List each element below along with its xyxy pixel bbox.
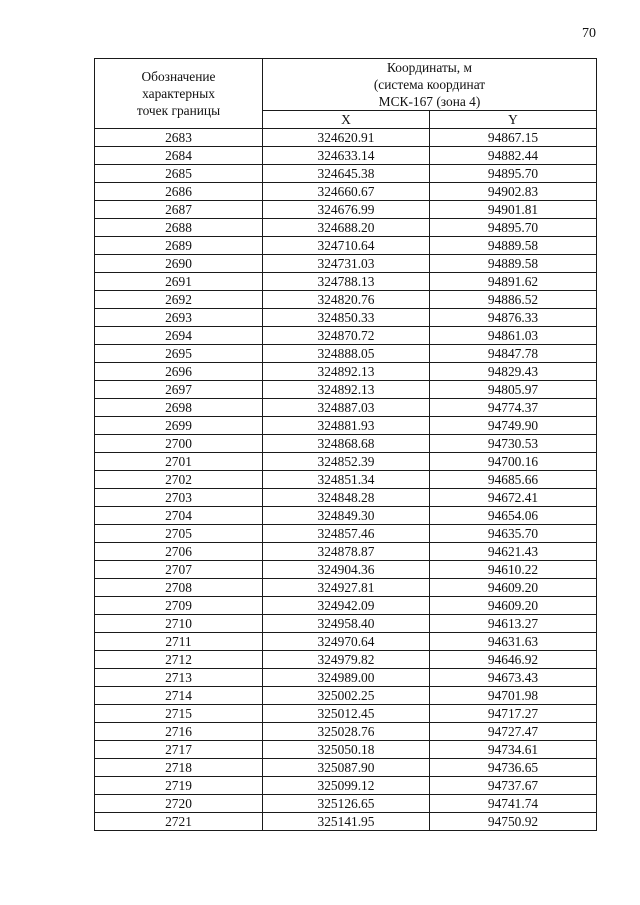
point-cell: 2716 xyxy=(95,723,263,741)
point-cell: 2701 xyxy=(95,453,263,471)
table-row xyxy=(95,579,597,597)
point-cell: 2717 xyxy=(95,741,263,759)
y-coordinate-cell: 94609.20 xyxy=(430,579,597,597)
table-row xyxy=(95,777,597,795)
y-coordinate-cell: 94847.78 xyxy=(430,345,597,363)
x-coordinate-cell: 324850.33 xyxy=(263,309,430,327)
table-row xyxy=(95,471,597,489)
table-row xyxy=(95,633,597,651)
x-coordinate-cell: 325012.45 xyxy=(263,705,430,723)
x-coordinate-cell: 324645.38 xyxy=(263,165,430,183)
y-coordinate-cell: 94685.66 xyxy=(430,471,597,489)
y-coordinate-cell: 94717.27 xyxy=(430,705,597,723)
table-row xyxy=(95,291,597,309)
x-coordinate-cell: 325087.90 xyxy=(263,759,430,777)
point-cell: 2689 xyxy=(95,237,263,255)
table-row xyxy=(95,741,597,759)
table-body xyxy=(95,129,597,831)
table-row xyxy=(95,651,597,669)
x-coordinate-cell: 324892.13 xyxy=(263,363,430,381)
x-coordinate-cell: 324958.40 xyxy=(263,615,430,633)
table-row xyxy=(95,237,597,255)
y-coordinate-cell: 94646.92 xyxy=(430,651,597,669)
table-row xyxy=(95,687,597,705)
x-coordinate-cell: 324979.82 xyxy=(263,651,430,669)
y-coordinate-cell: 94886.52 xyxy=(430,291,597,309)
x-coordinate-cell: 324857.46 xyxy=(263,525,430,543)
table-header xyxy=(95,59,597,129)
y-column-header: Y xyxy=(430,111,597,129)
table-row xyxy=(95,525,597,543)
point-cell: 2699 xyxy=(95,417,263,435)
y-coordinate-cell: 94895.70 xyxy=(430,165,597,183)
table-row xyxy=(95,813,597,831)
y-coordinate-cell: 94631.63 xyxy=(430,633,597,651)
y-coordinate-cell: 94829.43 xyxy=(430,363,597,381)
point-cell: 2709 xyxy=(95,597,263,615)
point-cell: 2694 xyxy=(95,327,263,345)
x-coordinate-cell: 324788.13 xyxy=(263,273,430,291)
x-coordinate-cell: 324688.20 xyxy=(263,219,430,237)
table-row xyxy=(95,489,597,507)
table-row xyxy=(95,705,597,723)
point-cell: 2703 xyxy=(95,489,263,507)
point-cell: 2683 xyxy=(95,129,263,147)
y-coordinate-cell: 94610.22 xyxy=(430,561,597,579)
point-cell: 2687 xyxy=(95,201,263,219)
y-coordinate-cell: 94613.27 xyxy=(430,615,597,633)
point-cell: 2710 xyxy=(95,615,263,633)
point-cell: 2718 xyxy=(95,759,263,777)
y-coordinate-cell: 94734.61 xyxy=(430,741,597,759)
point-cell: 2715 xyxy=(95,705,263,723)
y-coordinate-cell: 94672.41 xyxy=(430,489,597,507)
point-cell: 2708 xyxy=(95,579,263,597)
point-cell: 2690 xyxy=(95,255,263,273)
point-cell: 2713 xyxy=(95,669,263,687)
x-coordinate-cell: 324620.91 xyxy=(263,129,430,147)
y-coordinate-cell: 94876.33 xyxy=(430,309,597,327)
y-coordinate-cell: 94750.92 xyxy=(430,813,597,831)
y-coordinate-cell: 94882.44 xyxy=(430,147,597,165)
y-coordinate-cell: 94902.83 xyxy=(430,183,597,201)
x-coordinate-cell: 324927.81 xyxy=(263,579,430,597)
x-coordinate-cell: 324887.03 xyxy=(263,399,430,417)
table-row xyxy=(95,615,597,633)
x-coordinate-cell: 324820.76 xyxy=(263,291,430,309)
y-coordinate-cell: 94635.70 xyxy=(430,525,597,543)
point-cell: 2691 xyxy=(95,273,263,291)
point-cell: 2720 xyxy=(95,795,263,813)
x-column-header: X xyxy=(263,111,430,129)
x-coordinate-cell: 324989.00 xyxy=(263,669,430,687)
point-cell: 2705 xyxy=(95,525,263,543)
table-row xyxy=(95,543,597,561)
point-cell: 2692 xyxy=(95,291,263,309)
y-coordinate-cell: 94736.65 xyxy=(430,759,597,777)
y-coordinate-cell: 94654.06 xyxy=(430,507,597,525)
table-row xyxy=(95,435,597,453)
x-coordinate-cell: 324870.72 xyxy=(263,327,430,345)
y-coordinate-cell: 94867.15 xyxy=(430,129,597,147)
x-coordinate-cell: 324888.05 xyxy=(263,345,430,363)
x-coordinate-cell: 324852.39 xyxy=(263,453,430,471)
x-coordinate-cell: 324942.09 xyxy=(263,597,430,615)
table-row xyxy=(95,795,597,813)
point-cell: 2721 xyxy=(95,813,263,831)
page-number: 70 xyxy=(582,26,596,41)
point-cell: 2707 xyxy=(95,561,263,579)
x-coordinate-cell: 325126.65 xyxy=(263,795,430,813)
table-row xyxy=(95,759,597,777)
x-coordinate-cell: 324633.14 xyxy=(263,147,430,165)
x-coordinate-cell: 325141.95 xyxy=(263,813,430,831)
y-coordinate-cell: 94673.43 xyxy=(430,669,597,687)
y-coordinate-cell: 94727.47 xyxy=(430,723,597,741)
point-cell: 2714 xyxy=(95,687,263,705)
point-cell: 2706 xyxy=(95,543,263,561)
coordinates-group-header: Координаты, м (система координат МСК-167 (зона 4) xyxy=(263,59,597,111)
x-coordinate-cell: 325050.18 xyxy=(263,741,430,759)
y-coordinate-cell: 94895.70 xyxy=(430,219,597,237)
x-coordinate-cell: 325002.25 xyxy=(263,687,430,705)
y-coordinate-cell: 94609.20 xyxy=(430,597,597,615)
table-row xyxy=(95,561,597,579)
table-row xyxy=(95,399,597,417)
point-cell: 2702 xyxy=(95,471,263,489)
y-coordinate-cell: 94861.03 xyxy=(430,327,597,345)
y-coordinate-cell: 94741.74 xyxy=(430,795,597,813)
table-row xyxy=(95,183,597,201)
table-row xyxy=(95,219,597,237)
point-cell: 2686 xyxy=(95,183,263,201)
y-coordinate-cell: 94901.81 xyxy=(430,201,597,219)
point-cell: 2695 xyxy=(95,345,263,363)
x-coordinate-cell: 324851.34 xyxy=(263,471,430,489)
table-row xyxy=(95,417,597,435)
table-row xyxy=(95,255,597,273)
x-coordinate-cell: 324848.28 xyxy=(263,489,430,507)
table-row xyxy=(95,345,597,363)
table-row xyxy=(95,165,597,183)
x-coordinate-cell: 324710.64 xyxy=(263,237,430,255)
x-coordinate-cell: 324878.87 xyxy=(263,543,430,561)
x-coordinate-cell: 324892.13 xyxy=(263,381,430,399)
table-row xyxy=(95,669,597,687)
point-cell: 2684 xyxy=(95,147,263,165)
point-cell: 2697 xyxy=(95,381,263,399)
point-cell: 2700 xyxy=(95,435,263,453)
point-column-header: Обозначение характерных точек границы xyxy=(95,59,263,129)
point-cell: 2711 xyxy=(95,633,263,651)
coordinates-table xyxy=(94,58,597,831)
y-coordinate-cell: 94891.62 xyxy=(430,273,597,291)
y-coordinate-cell: 94805.97 xyxy=(430,381,597,399)
point-cell: 2698 xyxy=(95,399,263,417)
x-coordinate-cell: 324676.99 xyxy=(263,201,430,219)
x-coordinate-cell: 325099.12 xyxy=(263,777,430,795)
table-row xyxy=(95,129,597,147)
table-row xyxy=(95,363,597,381)
x-coordinate-cell: 324731.03 xyxy=(263,255,430,273)
x-coordinate-cell: 324868.68 xyxy=(263,435,430,453)
table-row xyxy=(95,453,597,471)
point-cell: 2693 xyxy=(95,309,263,327)
x-coordinate-cell: 324970.64 xyxy=(263,633,430,651)
point-cell: 2688 xyxy=(95,219,263,237)
y-coordinate-cell: 94701.98 xyxy=(430,687,597,705)
point-cell: 2712 xyxy=(95,651,263,669)
point-cell: 2704 xyxy=(95,507,263,525)
table-row xyxy=(95,507,597,525)
table-row xyxy=(95,201,597,219)
x-coordinate-cell: 324881.93 xyxy=(263,417,430,435)
point-cell: 2719 xyxy=(95,777,263,795)
x-coordinate-cell: 325028.76 xyxy=(263,723,430,741)
point-cell: 2685 xyxy=(95,165,263,183)
x-coordinate-cell: 324660.67 xyxy=(263,183,430,201)
y-coordinate-cell: 94889.58 xyxy=(430,255,597,273)
y-coordinate-cell: 94730.53 xyxy=(430,435,597,453)
y-coordinate-cell: 94889.58 xyxy=(430,237,597,255)
table-row xyxy=(95,381,597,399)
x-coordinate-cell: 324904.36 xyxy=(263,561,430,579)
y-coordinate-cell: 94737.67 xyxy=(430,777,597,795)
table-row xyxy=(95,327,597,345)
y-coordinate-cell: 94621.43 xyxy=(430,543,597,561)
table-row xyxy=(95,309,597,327)
point-cell: 2696 xyxy=(95,363,263,381)
table-row xyxy=(95,147,597,165)
y-coordinate-cell: 94774.37 xyxy=(430,399,597,417)
y-coordinate-cell: 94700.16 xyxy=(430,453,597,471)
y-coordinate-cell: 94749.90 xyxy=(430,417,597,435)
table-row xyxy=(95,597,597,615)
table-row xyxy=(95,273,597,291)
x-coordinate-cell: 324849.30 xyxy=(263,507,430,525)
table-row xyxy=(95,723,597,741)
